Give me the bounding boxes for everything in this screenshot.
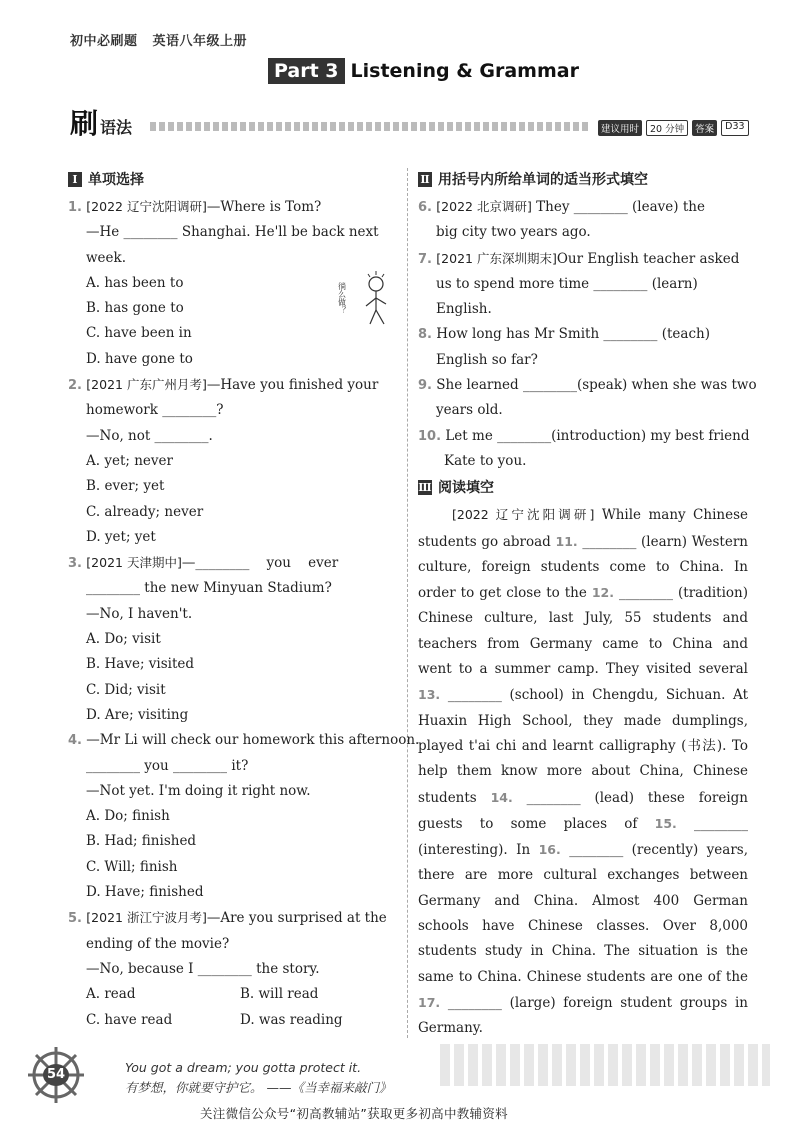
footer-quote-en: You got a dream; you gotta protect it. bbox=[125, 1060, 362, 1075]
option-d[interactable]: D. have gone to bbox=[86, 350, 193, 367]
blank-number: 14. bbox=[490, 789, 513, 805]
question-text: years old. bbox=[436, 402, 503, 419]
question-stem: homework ________? bbox=[86, 402, 224, 419]
decorative-strip bbox=[440, 1044, 770, 1086]
options-row bbox=[68, 1008, 398, 1033]
question-source: [2021 天津期中] bbox=[86, 555, 182, 571]
question-5: 5. [2021 浙江宁波月考]—Are you surprised at the ending of the movie? —No, because I ________ the story. A. read B. will read C. have read D. was reading bbox=[68, 905, 398, 1032]
question-number: 9 bbox=[418, 378, 428, 394]
question-6: 6. [2022 北京调研] They ________ (leave) the big city two years ago. bbox=[418, 194, 748, 246]
blank-number: 17. bbox=[418, 994, 441, 1010]
question-stem: week. bbox=[86, 249, 127, 266]
section-1-title: 单项选择 bbox=[88, 172, 144, 188]
passage-text: ________ (school) in Chengdu, Sichuan. At Huaxin High School, they made dumplings, played t'ai chi and learnt calligraphy (书法). To help them know more about China, Chinese students bbox=[418, 687, 748, 806]
blank-number: 12. bbox=[591, 585, 615, 601]
passage-text: ________ (interesting). In bbox=[418, 815, 748, 859]
subject-name: 英语八年级上册 bbox=[152, 34, 248, 49]
question-stem: —________ you ever bbox=[181, 555, 339, 572]
answer-page: D33 bbox=[721, 120, 748, 136]
option-d[interactable]: D. yet; yet bbox=[86, 528, 156, 545]
question-number: 8 bbox=[418, 327, 428, 343]
question-number: 6 bbox=[418, 200, 428, 215]
question-source: [2021 广东广州月考] bbox=[86, 377, 207, 393]
question-number: 3 bbox=[68, 556, 78, 572]
blank-number: 13. bbox=[418, 687, 441, 703]
question-7: 7. [2021 广东深圳期末]Our English teacher asked us to spend more time ________ (learn) English. bbox=[418, 246, 748, 323]
passage-text: ________ (lead) these foreign guests to some places of bbox=[418, 789, 748, 832]
passage-text: ________ (large) foreign student groups in Germany. bbox=[418, 994, 748, 1037]
option-d[interactable]: D. Have; finished bbox=[86, 884, 204, 901]
section-title-small: 语法 bbox=[100, 118, 133, 137]
section-3-title: 阅读填空 bbox=[438, 480, 494, 497]
option-b[interactable]: B. Had; finished bbox=[86, 833, 197, 850]
question-stem: —No, I haven't. bbox=[86, 605, 193, 622]
book-header bbox=[70, 30, 257, 49]
question-10: 10. Let me ________(introduction) my best friend Kate to you. bbox=[418, 424, 748, 475]
question-number: 7 bbox=[418, 251, 428, 267]
left-column bbox=[68, 168, 420, 1033]
question-8: 8. How long has Mr Smith ________ (teach) English so far? bbox=[418, 322, 748, 373]
passage-text: ________ (learn) Western culture, foreign students come to China. In order to get close to the bbox=[418, 533, 748, 602]
question-stem: ending of the movie? bbox=[86, 935, 230, 952]
section-title-big: 刷 bbox=[70, 107, 99, 140]
question-stem: —Have you finished your bbox=[206, 377, 379, 394]
question-source: [2022 北京调研] bbox=[436, 199, 532, 214]
decorative-divider bbox=[150, 122, 590, 131]
passage-text: ________ (recently) years, there are more cultural exchanges between Germany and China. Almost 400 German schools have Chinese classes. Over 8,000 students study in China. The situation is the same to China. Chinese students are one of the bbox=[418, 842, 748, 985]
question-text: big city two years ago. bbox=[436, 224, 591, 241]
question-3: 3. [2021 天津期中]—________ you ever ________ the new Minyuan Stadium? —No, I haven't. A. Do; visit B. Have; visited C. Did; visit D. Are; visiting bbox=[68, 550, 398, 728]
question-text: How long has Mr Smith ________ (teach) bbox=[436, 326, 710, 343]
option-b[interactable]: B. ever; yet bbox=[86, 478, 165, 495]
option-c[interactable]: C. already; never bbox=[86, 503, 204, 520]
passage-source: [2022 辽宁沈阳调研] bbox=[452, 507, 595, 523]
question-number: 4 bbox=[68, 733, 78, 749]
question-text: Our English teacher asked bbox=[556, 250, 740, 267]
column-divider bbox=[407, 168, 408, 1038]
option-c[interactable]: C. Will; finish bbox=[86, 858, 178, 875]
question-stem: —Are you surprised at the bbox=[206, 910, 387, 927]
part-badge: Part 3 bbox=[268, 58, 345, 84]
time-info bbox=[598, 120, 749, 136]
question-stem: —Where is Tom? bbox=[206, 199, 322, 215]
option-a[interactable]: A. has been to bbox=[86, 274, 184, 291]
question-2: 2. [2021 广东广州月考]—Have you finished your homework ________? —No, not ________. A. yet; never B. ever; yet C. already; never D. yet; yet bbox=[68, 372, 398, 550]
question-1: 1. [2022 辽宁沈阳调研]—Where is Tom? —He ________ Shanghai. He'll be back next week. A. has been to B. has gone to C. have been in D. have gone to bbox=[68, 194, 398, 372]
time-label: 建议用时 bbox=[598, 120, 642, 136]
passage-text: While many Chinese students go abroad bbox=[418, 507, 748, 550]
footer-quote-cn: 有梦想，你就要守护它。 ——《当幸福来敲门》 bbox=[125, 1080, 392, 1095]
option-b[interactable]: B. Have; visited bbox=[86, 656, 195, 673]
question-text: They ________ (leave) the bbox=[531, 199, 705, 215]
option-d[interactable]: D. was reading bbox=[240, 1011, 343, 1028]
section-1-heading bbox=[68, 168, 398, 190]
section-3-heading bbox=[418, 476, 748, 498]
question-stem: —He ________ Shanghai. He'll be back next bbox=[86, 224, 379, 241]
doodle-text: 徜么做？ bbox=[337, 282, 347, 314]
question-number: 2 bbox=[68, 378, 78, 394]
question-text: English so far? bbox=[436, 351, 538, 368]
option-c[interactable]: C. have been in bbox=[86, 325, 192, 342]
question-number: 5 bbox=[68, 911, 78, 927]
option-d[interactable]: D. Are; visiting bbox=[86, 706, 189, 723]
right-column bbox=[418, 168, 757, 1042]
part-title bbox=[268, 58, 579, 84]
answer-label: 答案 bbox=[692, 120, 717, 136]
option-a[interactable]: A. Do; visit bbox=[86, 631, 161, 648]
question-text: She learned ________(speak) when she was two bbox=[436, 377, 757, 394]
question-stem: —Not yet. I'm doing it right now. bbox=[86, 782, 311, 799]
blank-number: 11. bbox=[555, 533, 578, 549]
section-2-heading bbox=[418, 168, 748, 190]
option-a[interactable]: A. Do; finish bbox=[86, 808, 170, 825]
part-heading: Listening & Grammar bbox=[350, 60, 579, 82]
reading-passage bbox=[418, 502, 748, 1041]
question-number: 10 bbox=[418, 428, 437, 444]
question-stem: —Mr Li will check our homework this afternoon. bbox=[86, 732, 420, 749]
options-row bbox=[68, 982, 398, 1007]
blank-number: 15. bbox=[654, 815, 677, 831]
question-stem: —No, because I ________ the story. bbox=[86, 960, 320, 977]
section-title bbox=[70, 107, 133, 140]
question-9: 9. She learned ________(speak) when she was two years old. bbox=[418, 373, 748, 424]
question-number: 1 bbox=[68, 200, 78, 215]
passage-text: ________ (tradition) Chinese culture, last July, 55 students and teachers from Germany came to China and went to a summer camp. They visited several bbox=[418, 585, 748, 678]
footer-note: 关注微信公众号“初高教辅站”获取更多初高中教辅资料 bbox=[200, 1106, 508, 1121]
roman-numeral: Ⅱ bbox=[418, 172, 432, 187]
series-name: 初中必刷题 bbox=[70, 34, 138, 49]
question-stem: ________ the new Minyuan Stadium? bbox=[86, 580, 332, 597]
blank-number: 16. bbox=[538, 842, 561, 858]
option-b[interactable]: B. will read bbox=[240, 986, 319, 1003]
option-b[interactable]: B. has gone to bbox=[86, 300, 184, 317]
question-source: [2022 辽宁沈阳调研] bbox=[86, 199, 207, 214]
option-c[interactable]: C. have read bbox=[86, 1011, 173, 1028]
time-value: 20 分钟 bbox=[646, 120, 688, 136]
question-text: English. bbox=[436, 301, 492, 318]
question-stem: —No, not ________. bbox=[86, 427, 213, 444]
roman-numeral: Ⅲ bbox=[418, 480, 432, 494]
option-a[interactable]: A. yet; never bbox=[86, 452, 173, 469]
question-stem: ________ you ________ it? bbox=[86, 757, 249, 774]
option-c[interactable]: C. Did; visit bbox=[86, 681, 166, 698]
question-source: [2021 广东深圳期末] bbox=[436, 250, 557, 266]
question-source: [2021 浙江宁波月考] bbox=[86, 910, 207, 926]
question-text: us to spend more time ________ (learn) bbox=[436, 275, 698, 292]
roman-numeral: Ⅰ bbox=[68, 172, 82, 187]
question-text: Let me ________(introduction) my best friend bbox=[445, 427, 750, 444]
page-number: 54 bbox=[43, 1064, 69, 1086]
question-text: Kate to you. bbox=[444, 452, 527, 469]
section-2-title: 用括号内所给单词的适当形式填空 bbox=[438, 172, 648, 188]
question-4: 4. —Mr Li will check our homework this afternoon. ________ you ________ it? —Not yet. I'm doing it right now. A. Do; finish B. Had; finished C. Will; finish D. Have; finished bbox=[68, 728, 398, 905]
option-a[interactable]: A. read bbox=[86, 986, 136, 1003]
